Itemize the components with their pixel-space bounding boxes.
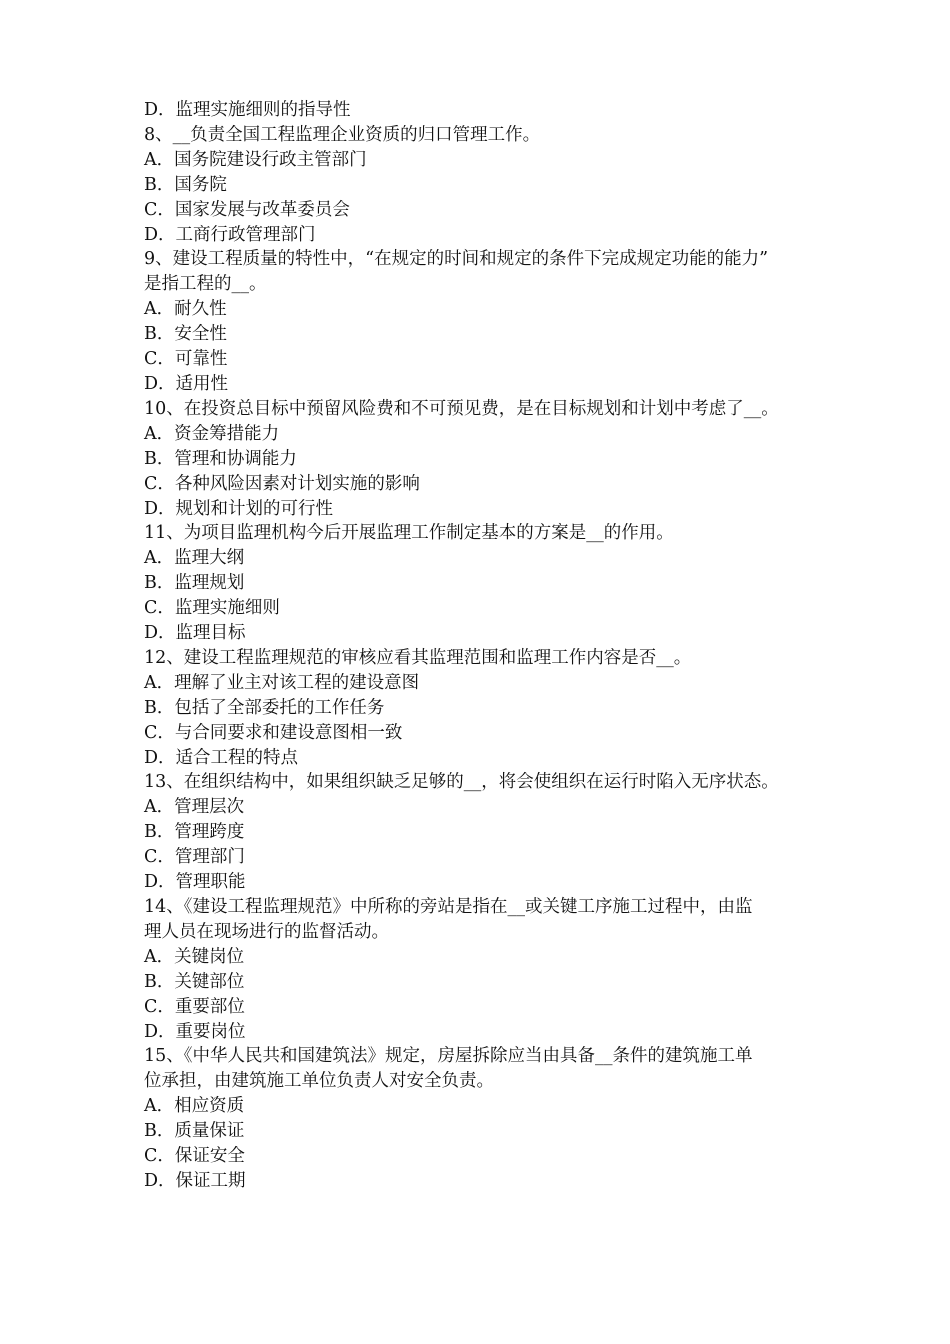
option-b-q14: B．关键部位 [144,971,245,992]
option-a-q8: A．国务院建设行政主管部门 [144,149,367,170]
option-b-q10: B．管理和协调能力 [144,448,297,469]
option-d-q11: D．监理目标 [144,623,246,644]
option-d-q13: D．管理职能 [144,872,246,893]
question-11: 11、为项目监理机构今后开展监理工作制定基本的方案是__的作用。 [144,523,674,544]
option-a-q12: A．理解了业主对该工程的建设意图 [144,672,420,693]
option-d-q12: D．适合工程的特点 [144,747,299,768]
option-b-q15: B．质量保证 [144,1121,245,1142]
question-10: 10、在投资总目标中预留风险费和不可预见费，是在目标规划和计划中考虑了__。 [144,398,779,419]
question-13: 13、在组织结构中，如果组织缺乏足够的__，将会使组织在运行时陷入无序状态。 [144,772,779,793]
question-9-line-1: 9、建设工程质量的特性中，“在规定的时间和规定的条件下完成规定功能的能力” [144,249,769,270]
option-b-q11: B．监理规划 [144,573,245,594]
question-12: 12、建设工程监理规范的审核应看其监理范围和监理工作内容是否__。 [144,647,692,668]
option-a-q15: A．相应资质 [144,1096,245,1117]
option-d-q15: D．保证工期 [144,1170,246,1191]
option-d-q7: D．监理实施细则的指导性 [144,100,351,120]
option-c-q11: C．监理实施细则 [144,598,280,619]
option-b-q9: B．安全性 [144,324,227,345]
option-d-q14: D．重要岗位 [144,1021,246,1042]
option-a-q9: A．耐久性 [144,299,227,320]
option-d-q9: D．适用性 [144,373,229,394]
question-14-line-2: 理人员在现场进行的监督活动。 [144,921,389,942]
option-c-q10: C．各种风险因素对计划实施的影响 [144,473,420,494]
question-14-line-1: 14、《建设工程监理规范》中所称的旁站是指在__或关键工序施工过程中，由监 [144,897,753,917]
option-c-q12: C．与合同要求和建设意图相一致 [144,722,403,743]
option-b-q8: B．国务院 [144,174,227,195]
option-b-q13: B．管理跨度 [144,822,245,843]
question-9-line-2: 是指工程的__。 [144,274,267,295]
question-list [144,98,824,1194]
option-a-q13: A．管理层次 [144,797,245,818]
question-8: 8、__负责全国工程监理企业资质的归口管理工作。 [144,124,541,145]
option-c-q9: C．可靠性 [144,349,228,370]
option-a-q11: A．监理大纲 [144,548,245,569]
question-15-line-1: 15、《中华人民共和国建筑法》规定，房屋拆除应当由具备__条件的建筑施工单 [144,1046,753,1067]
option-a-q14: A．关键岗位 [144,946,245,967]
option-d-q8: D．工商行政管理部门 [144,224,316,245]
option-c-q14: C．重要部位 [144,996,245,1017]
option-a-q10: A．资金筹措能力 [144,423,280,444]
option-d-q10: D．规划和计划的可行性 [144,498,334,519]
question-15-line-2: 位承担，由建筑施工单位负责人对安全负责。 [144,1071,494,1092]
option-c-q13: C．管理部门 [144,847,245,868]
option-c-q15: C．保证安全 [144,1146,245,1167]
option-c-q8: C．国家发展与改革委员会 [144,199,350,220]
option-b-q12: B．包括了全部委托的工作任务 [144,697,385,718]
